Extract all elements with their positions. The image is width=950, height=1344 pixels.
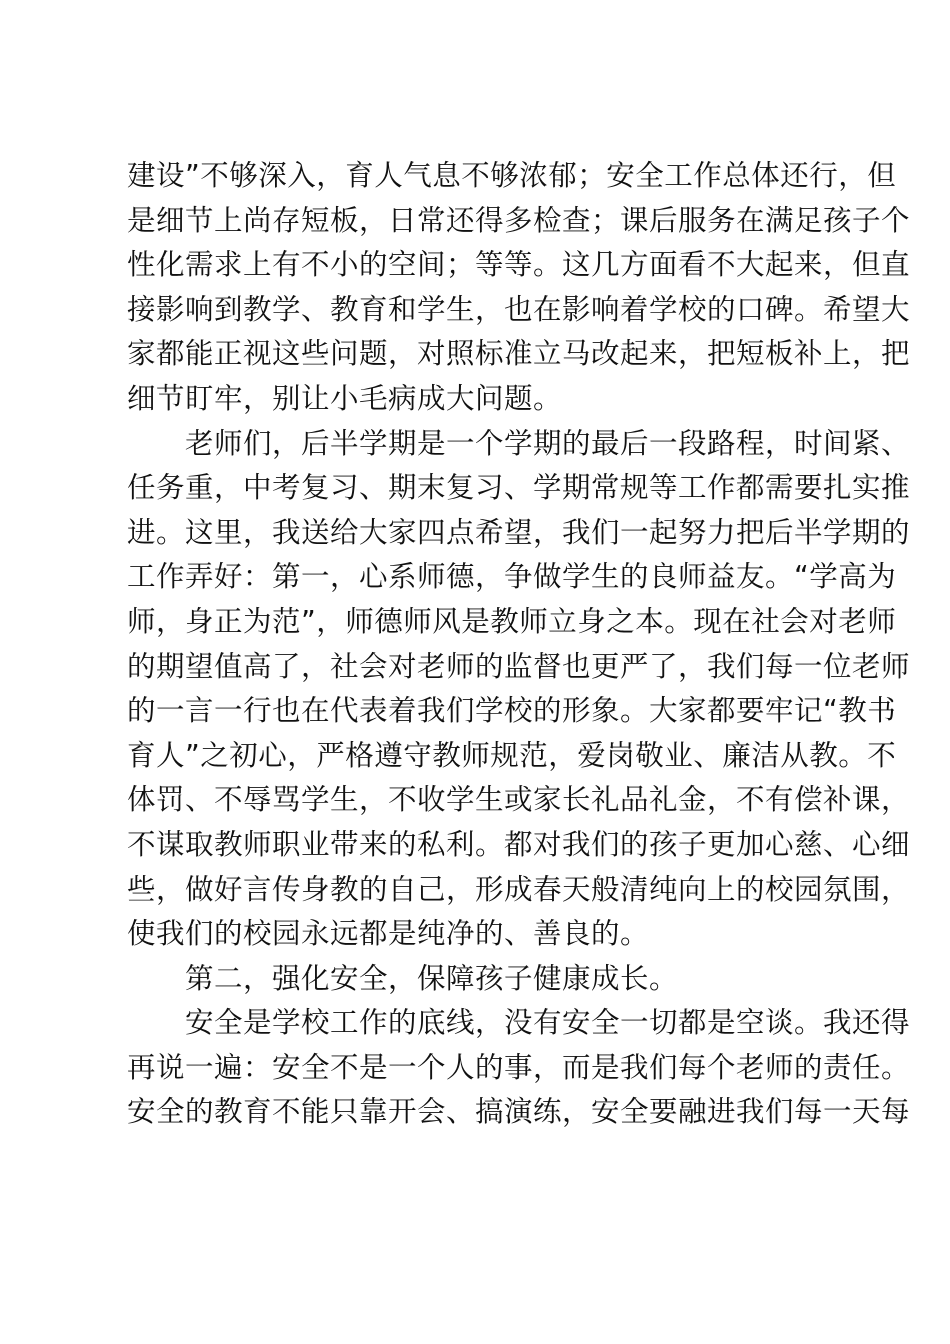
text-line: 接影响到教学、教育和学生，也在影响着学校的口碑。希望大	[127, 292, 911, 326]
text-line: 不谋取教师职业带来的私利。都对我们的孩子更加心慈、心细	[127, 827, 911, 861]
text-line: 进。这里，我送给大家四点希望，我们一起努力把后半学期的	[127, 515, 911, 549]
text-line: 体罚、不辱骂学生，不收学生或家长礼品礼金，不有偿补课，	[127, 783, 911, 817]
text-line: 师，身正为范”，师德师风是教师立身之本。现在社会对老师	[127, 604, 897, 638]
text-line: 第二，强化安全，保障孩子健康成长。	[127, 961, 679, 995]
text-line: 些，做好言传身教的自己，形成春天般清纯向上的校园氛围，	[127, 872, 911, 906]
text-line: 细节盯牢，别让小毛病成大问题。	[127, 381, 563, 415]
text-line: 任务重，中考复习、期末复习、学期常规等工作都需要扎实推	[127, 471, 911, 505]
text-line: 再说一遍：安全不是一个人的事，而是我们每个老师的责任。	[127, 1050, 911, 1084]
text-line: 的一言一行也在代表着我们学校的形象。大家都要牢记“教书	[127, 694, 897, 728]
text-line: 的期望值高了，社会对老师的监督也更严了，我们每一位老师	[127, 649, 911, 683]
text-line: 性化需求上有不小的空间；等等。这几方面看不大起来，但直	[127, 248, 911, 282]
text-line: 是细节上尚存短板，日常还得多检查；课后服务在满足孩子个	[127, 203, 911, 237]
text-line: 安全的教育不能只靠开会、搞演练，安全要融进我们每一天每	[127, 1095, 911, 1129]
text-line: 使我们的校园永远都是纯净的、善良的。	[127, 917, 650, 951]
text-line: 家都能正视这些问题，对照标准立马改起来，把短板补上，把	[127, 337, 911, 371]
text-line: 老师们，后半学期是一个学期的最后一段路程，时间紧、	[127, 426, 911, 460]
text-line: 建设”不够深入，育人气息不够浓郁；安全工作总体还行，但	[127, 159, 897, 192]
text-line: 育人”之初心，严格遵守教师规范，爱岗敬业、廉洁从教。不	[127, 738, 897, 772]
text-line: 工作弄好：第一，心系师德，争做学生的良师益友。“学高为	[127, 560, 897, 594]
text-line: 安全是学校工作的底线，没有安全一切都是空谈。我还得	[127, 1006, 911, 1040]
body-text	[127, 154, 911, 1135]
